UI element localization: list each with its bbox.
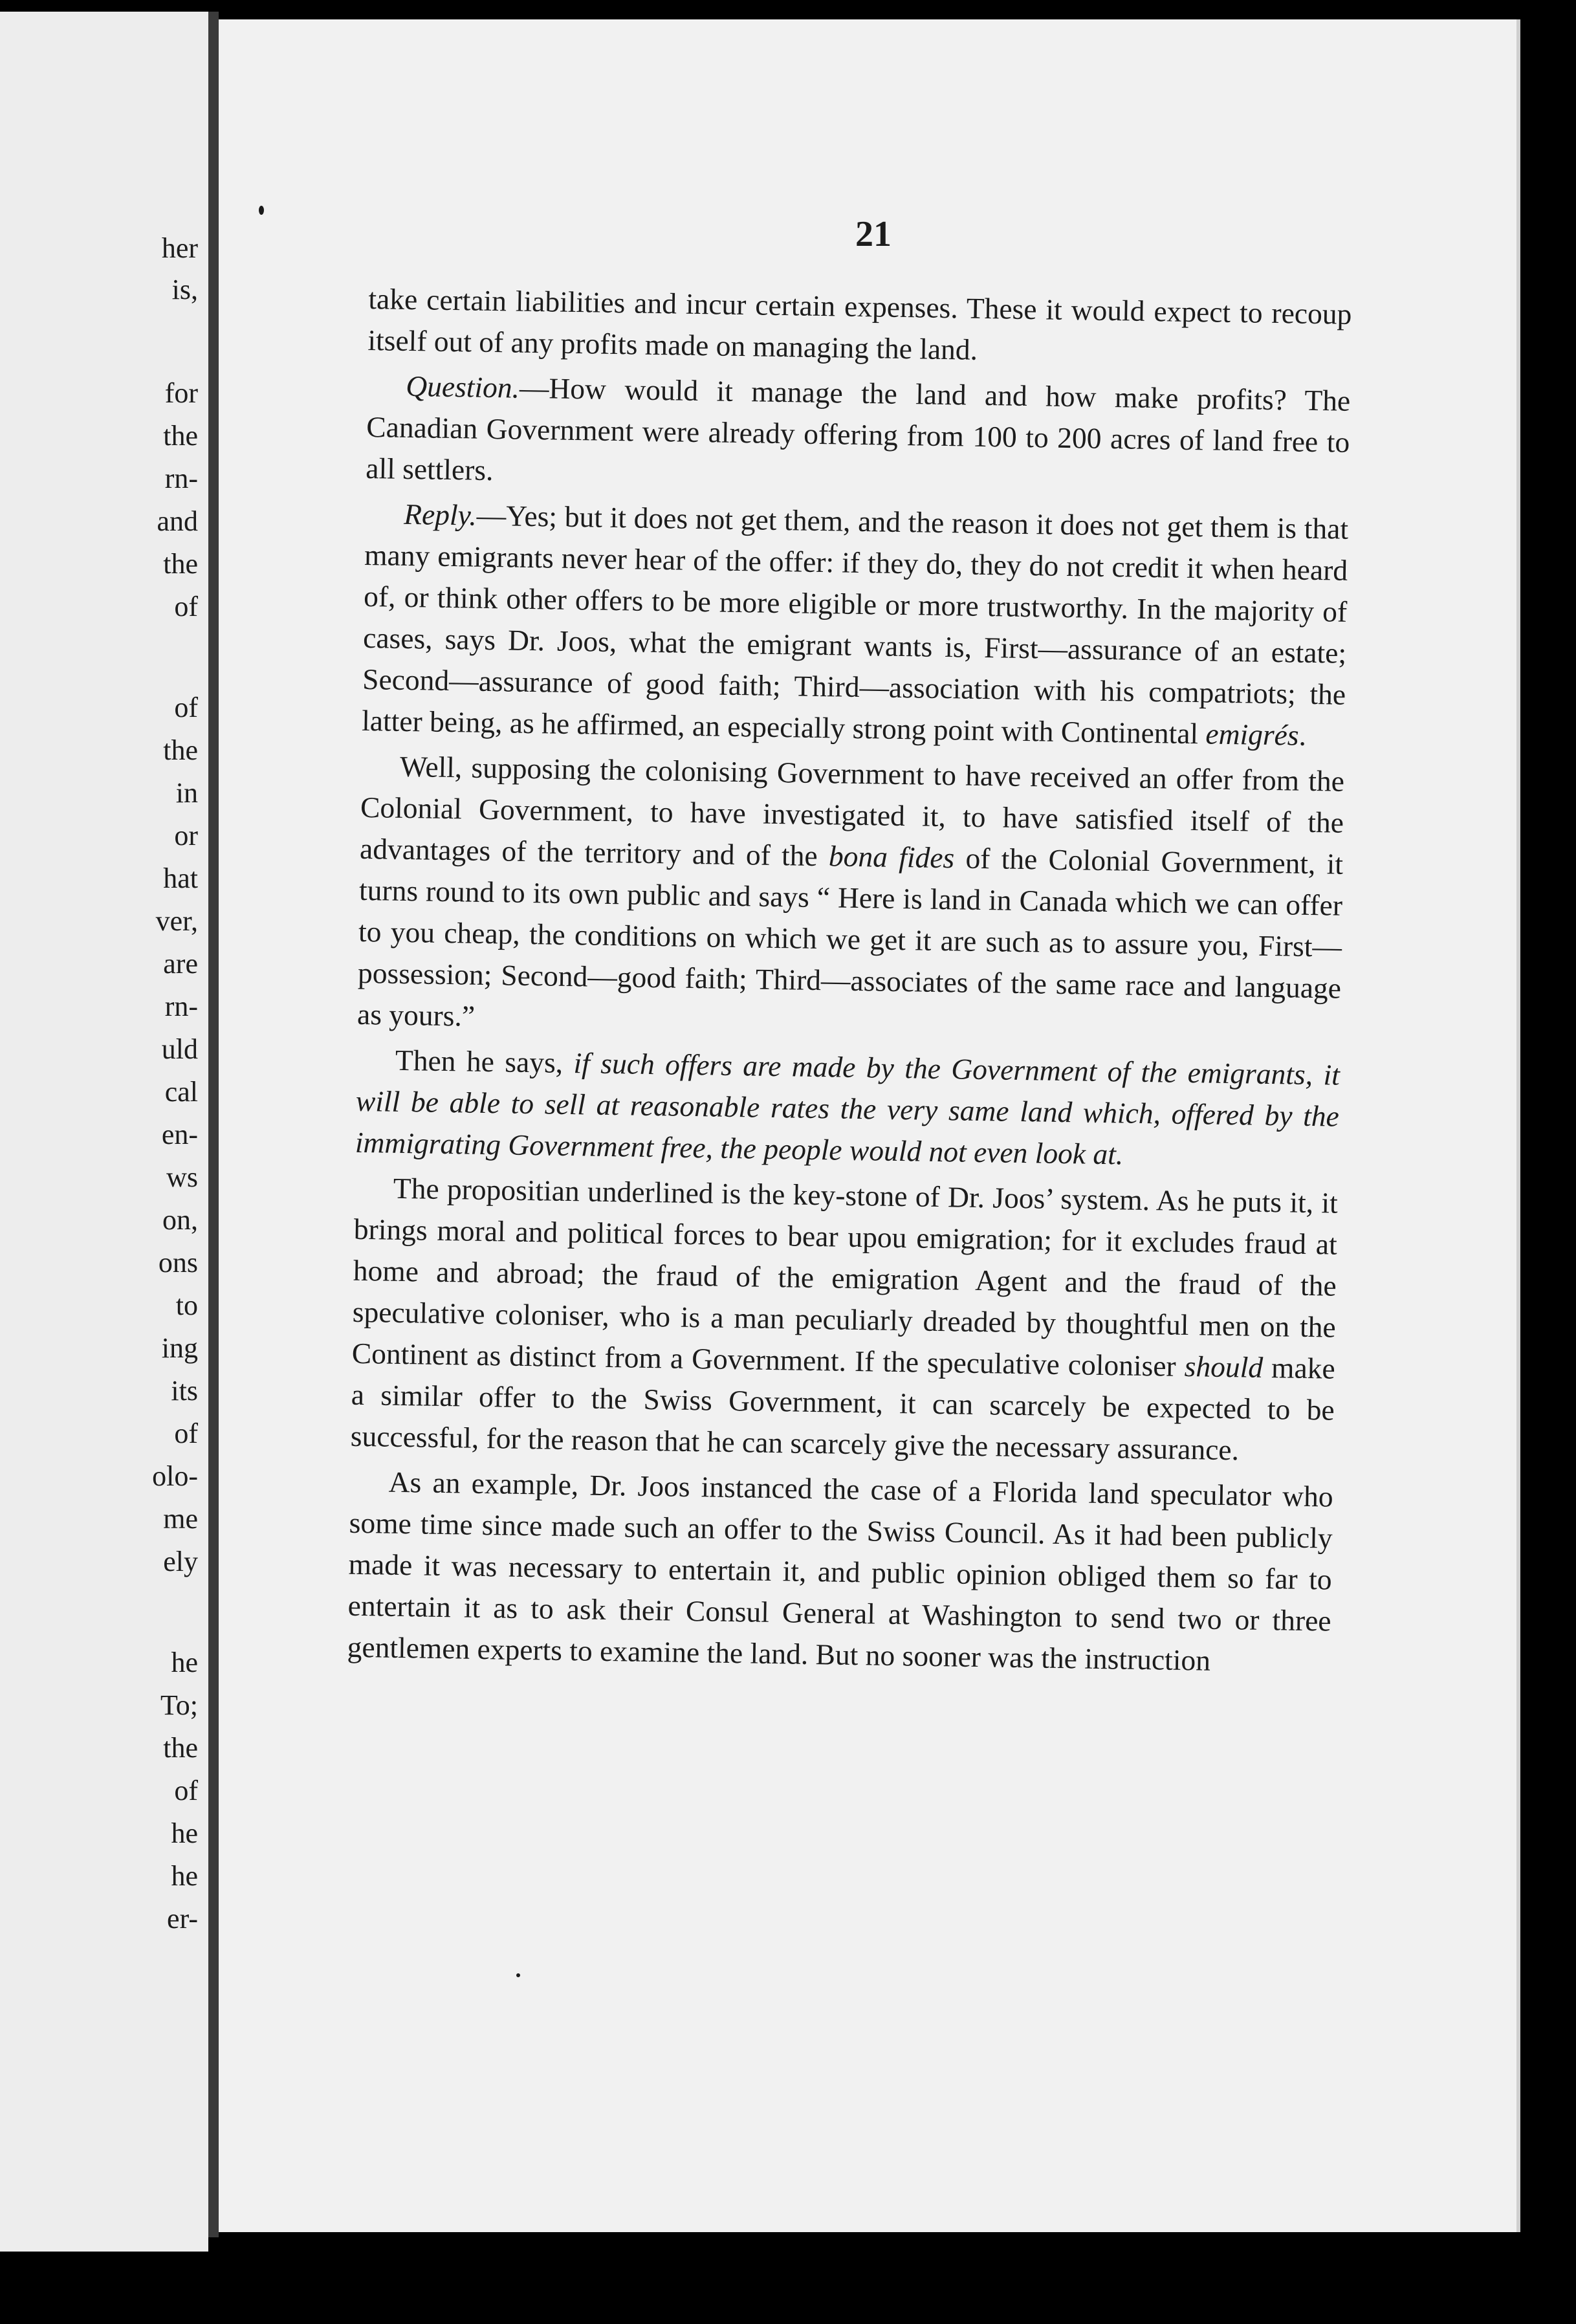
paragraph-4: [357, 745, 1345, 1051]
reply-label: Reply.: [403, 497, 477, 532]
left-page-fragment: of: [174, 1775, 198, 1806]
paragraph-text: .: [1298, 718, 1307, 752]
left-page-fragment: on,: [162, 1204, 198, 1236]
left-page-fragment: rn-: [164, 463, 198, 494]
paragraph-text: take certain liabilities and incur certain expenses. These it would expect to recoup itself out of any profits made on managing the land.: [367, 281, 1352, 366]
left-page-fragment: its: [171, 1375, 198, 1407]
paragraph-text: make a similar offer to the Swiss Government, it can scarcely be expected to be successful, for the reason that he can scarcely give the necessary assurance.: [350, 1350, 1336, 1467]
left-page-fragment: he: [171, 1817, 198, 1849]
paragraph-5: [355, 1039, 1341, 1179]
italic-term: emigrés: [1205, 717, 1299, 752]
left-page-fragment: of: [174, 591, 198, 622]
left-page-fragment: the: [163, 734, 198, 766]
body-text: [347, 278, 1352, 1687]
left-page-fragment: me: [163, 1503, 198, 1535]
left-page-fragment: the: [163, 548, 198, 580]
left-page-fragment: ing: [161, 1332, 198, 1364]
left-page-fragment: er-: [167, 1903, 198, 1935]
left-page-fragment: uld: [161, 1033, 198, 1065]
paragraph-2-question: [366, 365, 1351, 505]
ink-speck: [516, 1973, 520, 1977]
left-page-fragment: ver,: [155, 905, 198, 937]
left-page-fragment: To;: [160, 1689, 198, 1721]
left-page-fragment: ws: [166, 1161, 198, 1193]
page-number: 21: [855, 214, 892, 254]
paragraph-text: As an example, Dr. Joos instanced the case of a Florida land speculator who some time since made such an offer to the Swiss Council. As it had been publicly made it was necessary to entertain it, and public opinion obliged them so far to entertain it as to ask their Consul General at Washington to send two or three gentlemen experts to examine the land. But no sooner was the instruction: [347, 1465, 1334, 1677]
paragraph-6: [350, 1167, 1338, 1473]
italic-term: should: [1184, 1350, 1264, 1384]
left-page-fragment: in: [175, 777, 198, 809]
italic-passage: if such offers are made by the Government of the emigrants, it will be able to sell at reasonable rates the very same land which, offered by the immigrating Government free, the people would not even look at.: [355, 1046, 1341, 1171]
left-page-fragment: hat: [163, 862, 198, 894]
left-page-fragment: for: [164, 377, 198, 409]
paragraph-text: Well, supposing the colonising Government to have received an offer from the Colonial Government, to have investigated it, to have satisfied itself of the advantages of the territory and of the: [359, 749, 1345, 873]
left-page-fragment: the: [163, 420, 198, 452]
left-page-fragment: to: [175, 1289, 198, 1321]
left-page-fragment: en-: [161, 1119, 198, 1150]
paragraph-text: of the Colonial Government, it turns round to its own public and says “ Here is land in Canada which we can offer to you cheap, the conditions on which we get it are such as to assure you, First—possession; Second—good faith; Third—associates of the same race and language as yours.”: [356, 841, 1344, 1033]
left-page-fragment: cal: [164, 1076, 198, 1108]
ink-speck: [259, 206, 264, 215]
left-page-fragment: is,: [171, 274, 198, 305]
paragraph-text: The propositian underlined is the key-stone of Dr. Joos’ system. As he puts it, it brings moral and political forces to bear upou emigration; for it excludes fraud at home and abroad; the fraud of the emigration Agent and the fraud of the speculative coloniser, who is a man peculiarly dreaded by thoughtful men on the Continent as distinct from a Government. If the speculative coloniser: [351, 1171, 1339, 1383]
left-page-fragment: and: [157, 505, 198, 537]
left-page-fragment: ons: [158, 1247, 198, 1278]
question-label: Question.: [405, 369, 520, 404]
italic-term: bona fides: [828, 839, 955, 875]
left-page-fragment: are: [163, 948, 198, 980]
left-page-fragment: of: [174, 1418, 198, 1449]
page-gutter: [208, 12, 219, 2237]
left-page-fragment: ely: [163, 1546, 198, 1577]
paragraph-7: [347, 1461, 1333, 1683]
left-page-edge: [0, 12, 208, 2252]
left-page-fragment: rn-: [164, 991, 198, 1022]
left-page-fragment: the: [163, 1732, 198, 1764]
left-page-fragment: of: [174, 692, 198, 723]
left-page-fragment: or: [174, 820, 198, 851]
left-page-fragment: he: [171, 1647, 198, 1678]
paragraph-3-reply: [362, 493, 1349, 757]
left-page-fragment: her: [161, 232, 198, 264]
paragraph-1: [367, 278, 1352, 377]
paragraph-text: —Yes; but it does not get them, and the reason it does not get them is that many emigrants never hear of the offer: if they do, they do not credit it when heard of, or think other offers to be more eligible or more trustworthy. In the majority of cases, says Dr. Joos, what the emigrant wants is, First—assurance of an estate; Second—assurance of good faith; Third—association with his compatriots; the latter being, as he affirmed, an especially strong point with Continental: [361, 498, 1349, 751]
left-page-fragment: olo-: [152, 1460, 198, 1492]
paragraph-text: Then he says,: [395, 1043, 575, 1080]
left-page-fragment: he: [171, 1860, 198, 1892]
paragraph-text: —How would it manage the land and how make profits? The Canadian Government were already offering from 100 to 200 acres of land free to all settlers.: [365, 371, 1351, 487]
